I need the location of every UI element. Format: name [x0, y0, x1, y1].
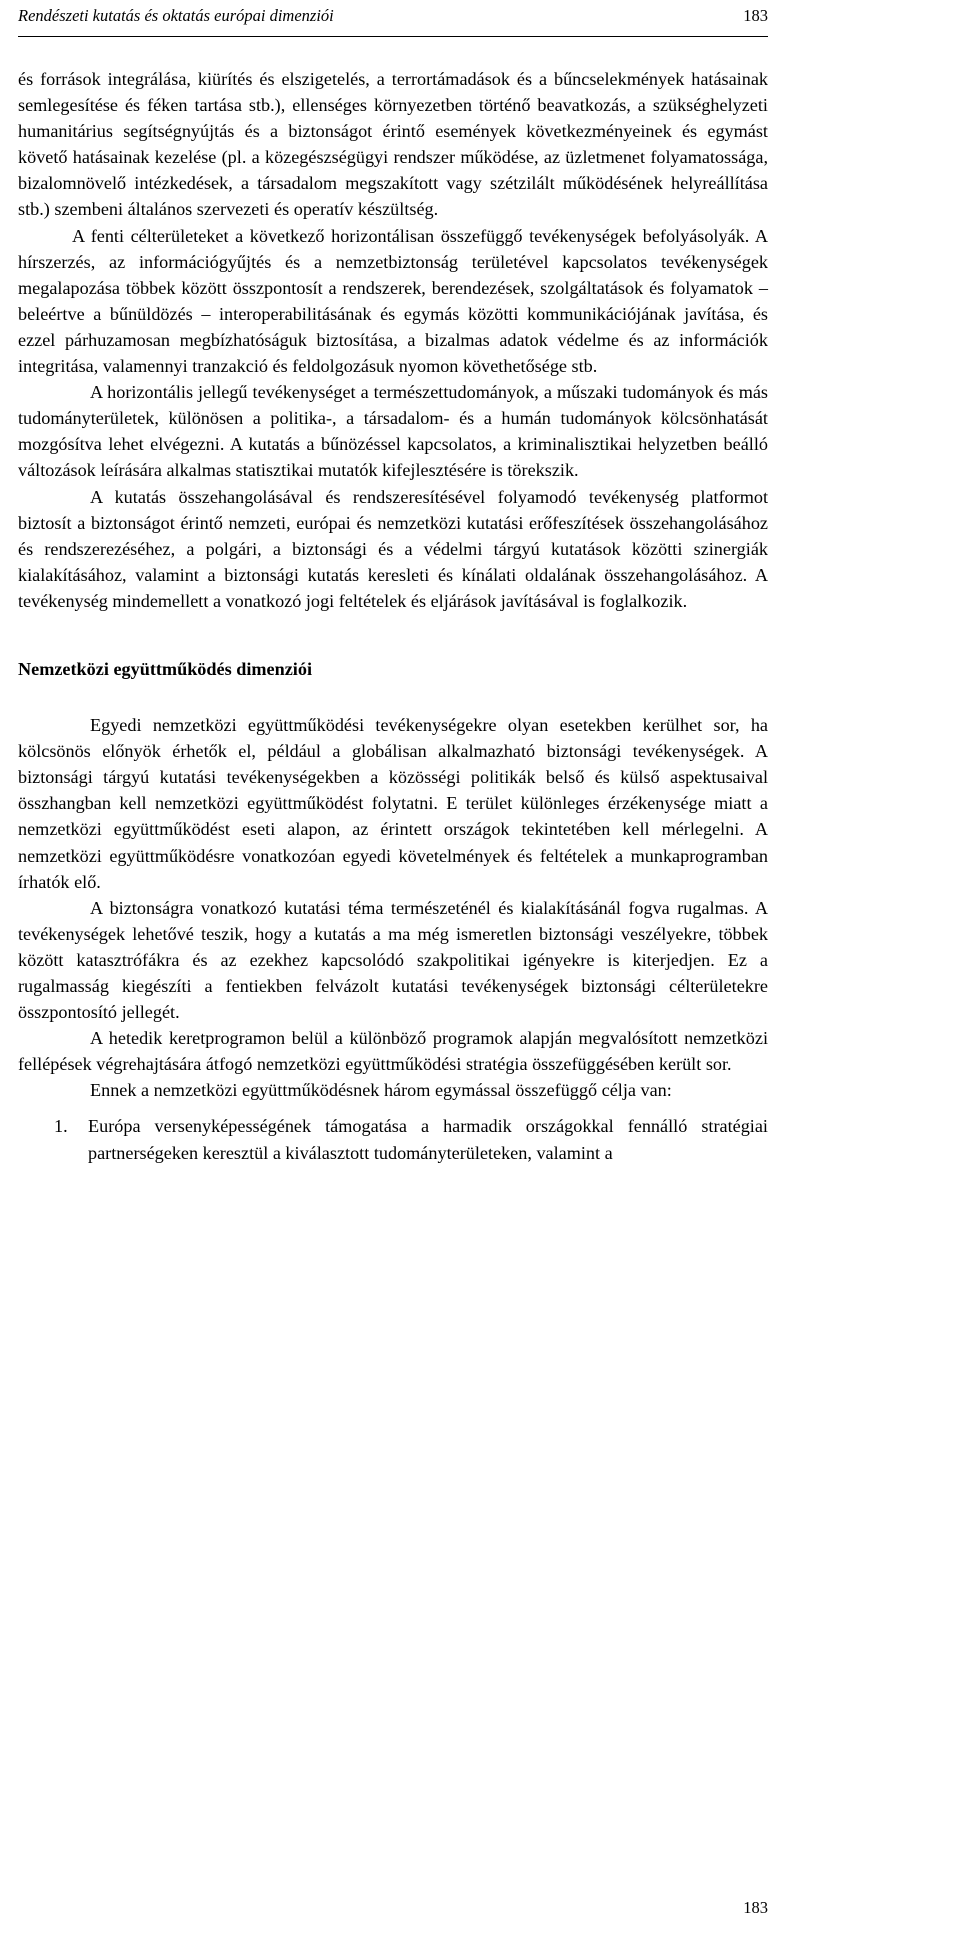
running-header	[18, 0, 768, 37]
page-body	[18, 66, 768, 1166]
paragraph: Ennek a nemzetközi együttműködésnek három egymással összefüggő célja van:	[90, 1080, 672, 1101]
paragraph: Egyedi nemzetközi együttműködési tevékenységekre olyan esetekben kerülhet sor, ha kölcsönös előnyök érhetők el, például a globálisan alkalmazható biztonsági tevékenységek. A biztonsági tárgyú kutatási tevékenységekben a közösségi politikák belső és külső aspektusaival összhangban kell nemzetközi együttműködést folytatni. E terület különleges érzékenysége miatt a nemzetközi együttműködést eseti alapon, az érintett országok tekintetében kell mérlegelni. A nemzetközi együttműködésre vonatkozóan egyedi követelmények és feltételek a munkaprogramban írhatók elő.	[18, 715, 768, 892]
paragraph: A biztonságra vonatkozó kutatási téma természeténél és kialakításánál fogva rugalmas. A tevékenységek lehetővé teszik, hogy a kutatás a ma még ismeretlen biztonsági veszélyekre, többek között katasztrófákra és az ezekhez kapcsolódó szakpolitikai igényekre is kiterjedjen. Ez a rugalmasság kiegészíti a fentiekben felvázolt kutatási tevékenységek biztonsági célterületekre összpontosító jellegét.	[18, 897, 768, 1023]
paragraph: A fenti célterületeket a következő horizontálisan összefüggő tevékenységek befolyásolyák. A hírszerzés, az információgyűjtés és a nemzetbiztonság területével kapcsolatos tevékenységek megalapozása többek között összpontosít a rendszerek, berendezések, szolgáltatások és folyamatok – beleértve a bűnüldözés – interoperabilitásának és egymás közötti kommunikációjának javítása, és ezzel párhuzamosan megbízhatóságuk biztosítása, a bizalmas adatok védelme és az információk integritása, valamennyi tranzakció és feldolgozásuk nyomon követhetősége stb.	[18, 225, 768, 377]
paragraph: A hetedik keretprogramon belül a különböző programok alapján megvalósított nemzetközi fellépések végrehajtására átfogó nemzetközi együttműködési stratégia összefüggésében került sor.	[18, 1028, 768, 1075]
footer-page-number: 183	[743, 1898, 768, 1917]
section-heading: Nemzetközi együttműködés dimenziói	[18, 658, 312, 679]
running-title: Rendészeti kutatás és oktatás európai dimenziói	[18, 6, 334, 25]
goals-list	[18, 1113, 768, 1165]
paragraph-continuation: és források integrálása, kiürítés és elszigetelés, a terrortámadások és a bűncselekmények hatásainak semlegesítése és féken tartása stb.), ellenséges környezetben történő beavatkozás, a szükséghelyzeti humanitárius segítségnyújtás és a biztonságot érintő események következményeinek és egymást követő hatásainak kezelése (pl. a közegészségügyi rendszer működése, az üzletmenet folyamatossága, bizalomnövelő intézkedések, a társadalom megszakított vagy szétzilált működésének helyreállítása stb.) szembeni általános szervezeti és operatív készültség.	[18, 69, 768, 220]
paragraph: A horizontális jellegű tevékenységet a természettudományok, a műszaki tudományok és más tudományterületek, különösen a politika-, a társadalom- és a humán tudományok kölcsönhatását mozgósítva lehet elvégezni. A kutatás a bűnözéssel kapcsolatos, a kriminalisztikai helyzetben beálló változások leírására alkalmas statisztikai mutatók kifejlesztésére is törekszik.	[18, 382, 768, 481]
header-page-number: 183	[743, 6, 768, 25]
paragraph: A kutatás összehangolásával és rendszeresítésével folyamodó tevékenység platformot biztosít a biztonságot érintő nemzeti, európai és nemzetközi kutatási erőfeszítések összehangolásához és rendszerezéséhez, a polgári, a biztonsági és a védelmi tárgyú kutatások közötti szinergiák kialakításához, valamint a biztonsági kutatás keresleti és kínálati oldalának összehangolásához. A tevékenység mindemellett a vonatkozó jogi feltételek és eljárások javításával is foglalkozik.	[18, 486, 768, 611]
list-item-text: Európa versenyképességének támogatása a harmadik országokkal fennálló stratégiai partnerségeken keresztül a kiválasztott tudományterületeken, valamint a	[88, 1116, 768, 1163]
list-item-number: 1.	[54, 1116, 68, 1137]
list-item	[18, 1113, 768, 1165]
